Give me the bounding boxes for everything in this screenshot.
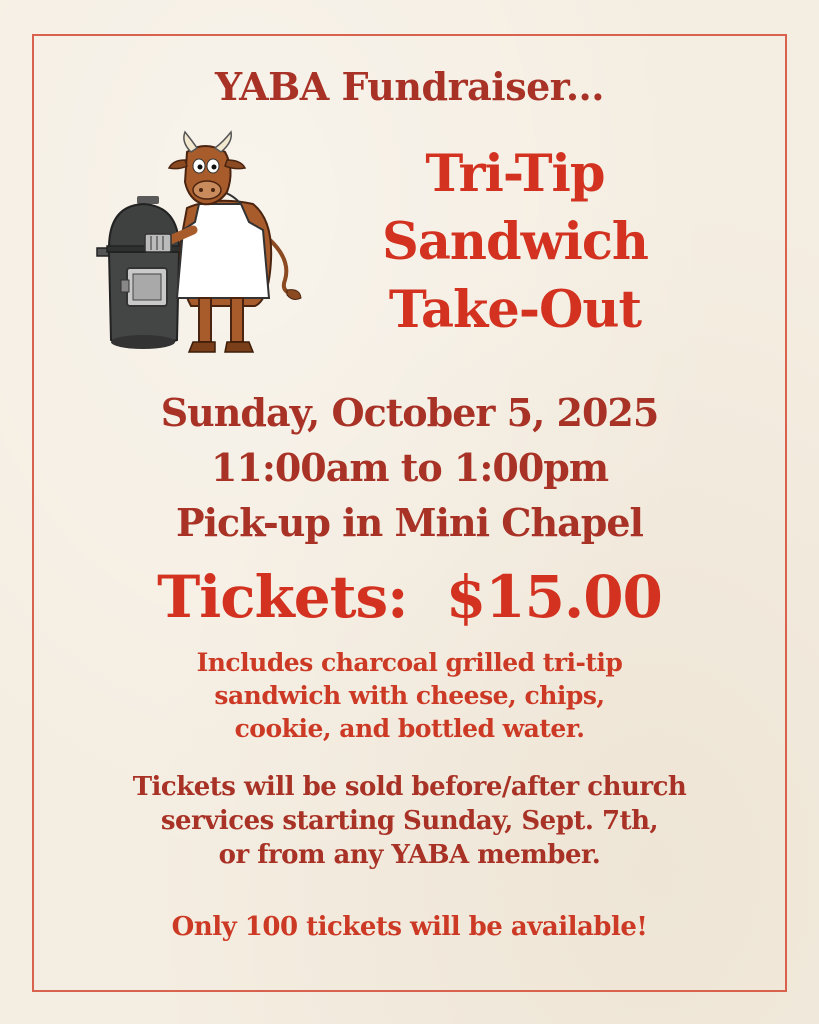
event-location: Pick-up in Mini Chapel	[176, 500, 643, 545]
sales-line: or from any YABA member.	[218, 840, 601, 870]
cow-grilling-illustration	[95, 130, 310, 358]
headline-line: Sandwich	[381, 212, 649, 272]
headline-line: Take-Out	[388, 280, 642, 340]
event-date: Sunday, October 5, 2025	[160, 390, 659, 435]
includes-line: Includes charcoal grilled tri-tip	[196, 648, 623, 677]
includes-line: sandwich with cheese, chips,	[214, 681, 605, 710]
smoker-grill-icon	[97, 196, 181, 349]
event-time: 11:00am to 1:00pm	[210, 445, 609, 490]
event-details	[0, 385, 819, 550]
fundraiser-heading: YABA Fundraiser...	[214, 64, 605, 109]
event-headline	[340, 140, 690, 344]
ticket-sales-info	[0, 770, 819, 872]
sales-line: Tickets will be sold before/after church	[132, 772, 687, 802]
includes-line: cookie, and bottled water.	[234, 714, 585, 743]
availability-note: Only 100 tickets will be available!	[171, 912, 648, 942]
ticket-includes	[0, 646, 819, 745]
headline-line: Tri-Tip	[425, 144, 605, 204]
ticket-price: Tickets: $15.00	[157, 563, 662, 631]
sales-line: services starting Sunday, Sept. 7th,	[160, 806, 659, 836]
